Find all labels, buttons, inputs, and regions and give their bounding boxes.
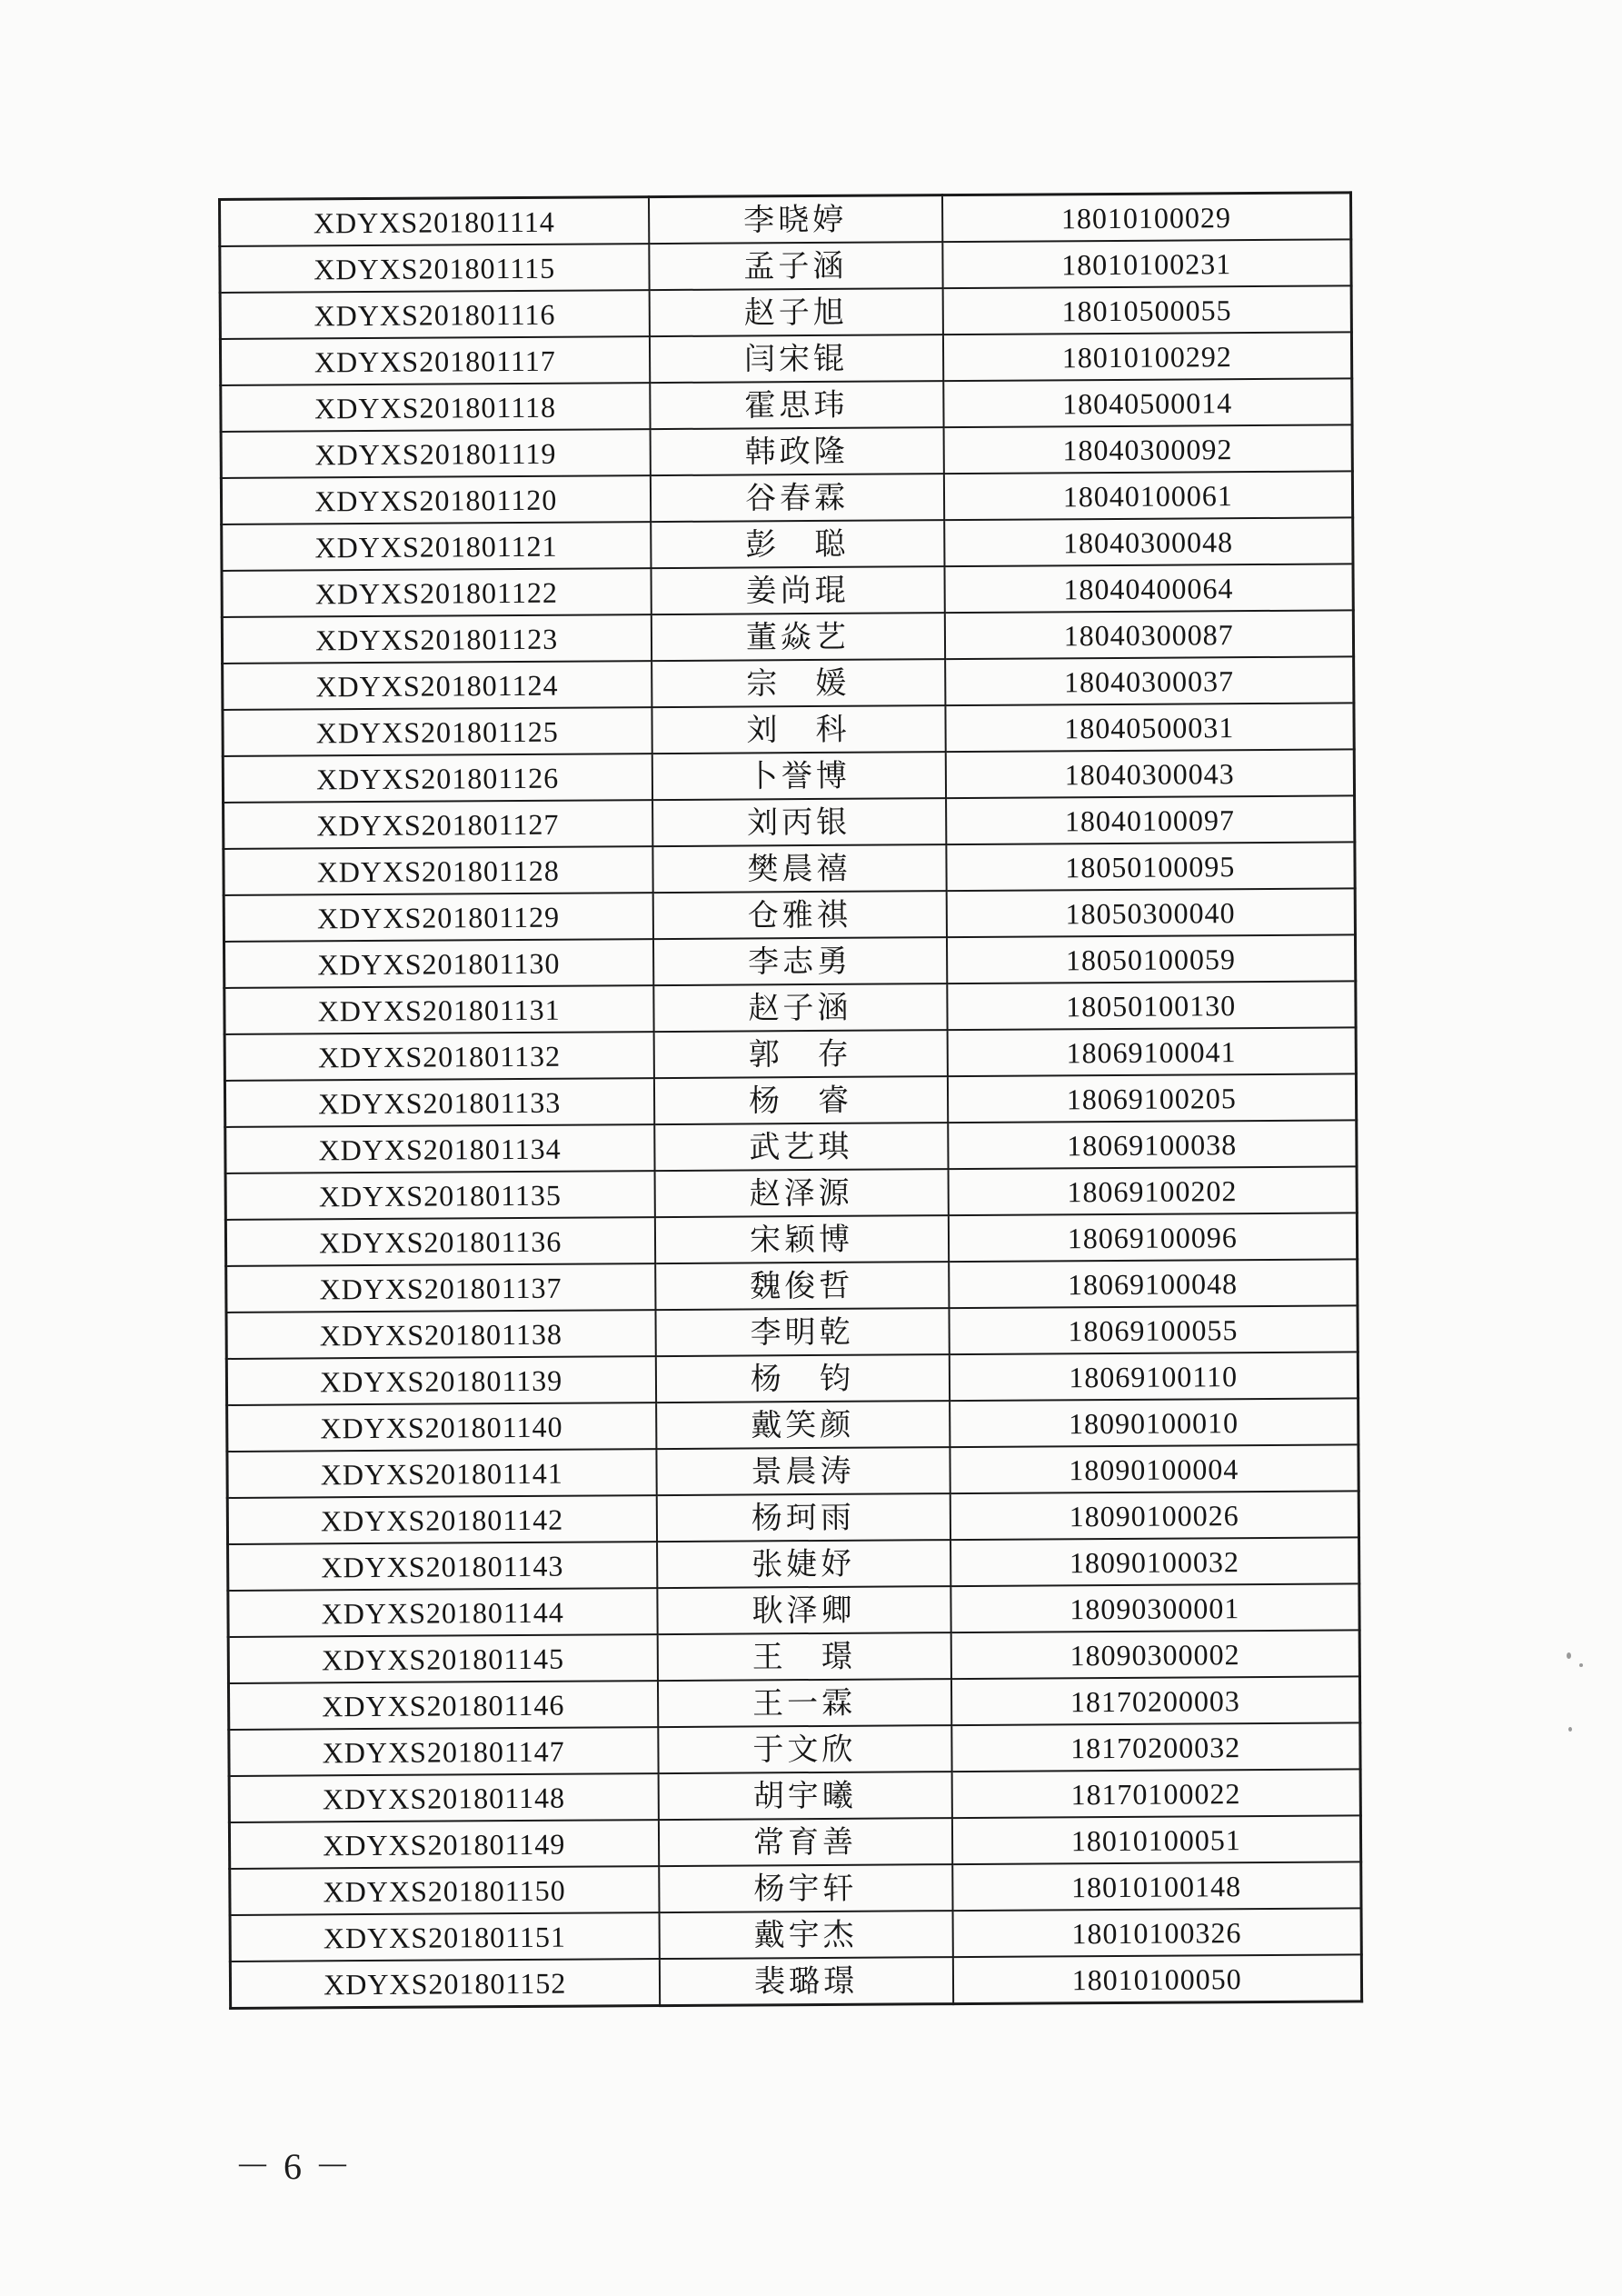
student-id-cell: XDYXS201801138 bbox=[226, 1310, 655, 1359]
student-name-cell: 赵子涵 bbox=[653, 983, 947, 1032]
table-row bbox=[230, 1862, 1361, 1915]
table-row bbox=[224, 795, 1355, 849]
table-row bbox=[227, 1398, 1358, 1452]
student-name-cell: 姜尚琨 bbox=[651, 566, 944, 614]
student-name-cell: 仓雅祺 bbox=[652, 891, 946, 939]
student-id-cell: XDYXS201801134 bbox=[225, 1124, 654, 1173]
roster-table-container bbox=[218, 191, 1360, 2010]
table-row bbox=[224, 1073, 1356, 1127]
table-row bbox=[226, 1352, 1358, 1405]
table-row bbox=[220, 332, 1351, 385]
table-row bbox=[229, 1769, 1360, 1822]
exam-number-cell: 18040300048 bbox=[944, 517, 1353, 566]
exam-number-cell: 18040300043 bbox=[945, 749, 1354, 798]
table-row bbox=[227, 1491, 1358, 1544]
table-row bbox=[223, 656, 1354, 710]
student-id-cell: XDYXS201801116 bbox=[220, 290, 649, 339]
exam-number-cell: 18010100148 bbox=[952, 1862, 1361, 1911]
student-id-cell: XDYXS201801125 bbox=[223, 707, 652, 756]
student-name-cell: 董焱艺 bbox=[651, 613, 944, 661]
exam-number-cell: 18010100292 bbox=[942, 332, 1351, 381]
student-name-cell: 常育善 bbox=[658, 1818, 951, 1866]
table-row bbox=[222, 610, 1353, 664]
student-name-cell: 武艺琪 bbox=[654, 1123, 948, 1171]
student-name-cell: 李晓婷 bbox=[649, 195, 942, 244]
exam-number-cell: 18040400064 bbox=[944, 564, 1353, 613]
table-row bbox=[225, 1120, 1357, 1173]
table-row bbox=[226, 1305, 1358, 1359]
exam-number-cell: 18040300087 bbox=[944, 610, 1353, 659]
exam-number-cell: 18010100050 bbox=[952, 1954, 1361, 2003]
student-id-cell: XDYXS201801115 bbox=[220, 244, 649, 293]
student-id-cell: XDYXS201801139 bbox=[226, 1356, 655, 1405]
roster-table-body bbox=[220, 193, 1362, 2009]
student-name-cell: 于文欣 bbox=[658, 1725, 951, 1773]
exam-number-cell: 18090100032 bbox=[950, 1537, 1359, 1586]
exam-number-cell: 18010100326 bbox=[952, 1908, 1361, 1957]
student-name-cell: 谷春霖 bbox=[650, 474, 943, 522]
student-name-cell: 李志勇 bbox=[652, 937, 946, 985]
table-row bbox=[224, 888, 1355, 942]
exam-number-cell: 18069100110 bbox=[949, 1352, 1358, 1401]
exam-number-cell: 18090300001 bbox=[950, 1583, 1359, 1632]
student-id-cell: XDYXS201801151 bbox=[230, 1912, 659, 1962]
exam-number-cell: 18170200003 bbox=[950, 1676, 1359, 1725]
exam-number-cell: 18170100022 bbox=[951, 1769, 1360, 1818]
exam-number-cell: 18069100205 bbox=[947, 1073, 1356, 1123]
table-row bbox=[225, 1213, 1357, 1266]
student-name-cell: 杨 钧 bbox=[655, 1354, 949, 1403]
exam-number-cell: 18050300040 bbox=[946, 888, 1355, 937]
exam-number-cell: 18040300037 bbox=[945, 656, 1354, 705]
student-id-cell: XDYXS201801149 bbox=[229, 1820, 658, 1869]
student-id-cell: XDYXS201801126 bbox=[223, 754, 652, 803]
table-row bbox=[228, 1537, 1359, 1591]
student-name-cell: 赵泽源 bbox=[654, 1169, 948, 1217]
exam-number-cell: 18069100202 bbox=[948, 1166, 1357, 1215]
student-name-cell: 景晨涛 bbox=[656, 1447, 950, 1495]
exam-number-cell: 18040500031 bbox=[945, 703, 1354, 752]
exam-number-cell: 18069100055 bbox=[949, 1305, 1358, 1354]
table-row bbox=[230, 1954, 1361, 2008]
table-row bbox=[221, 378, 1352, 432]
exam-number-cell: 18010100029 bbox=[941, 193, 1350, 242]
table-row bbox=[229, 1722, 1360, 1776]
table-row bbox=[223, 749, 1354, 803]
student-id-cell: XDYXS201801114 bbox=[220, 197, 649, 246]
student-id-cell: XDYXS201801150 bbox=[230, 1866, 659, 1915]
exam-number-cell: 18090100004 bbox=[950, 1444, 1358, 1493]
student-id-cell: XDYXS201801117 bbox=[220, 336, 649, 385]
student-id-cell: XDYXS201801141 bbox=[227, 1449, 656, 1498]
student-id-cell: XDYXS201801131 bbox=[224, 985, 653, 1034]
page-number: －6－ bbox=[234, 2146, 363, 2187]
student-id-cell: XDYXS201801146 bbox=[228, 1681, 657, 1730]
exam-number-cell: 18050100095 bbox=[946, 842, 1355, 891]
student-id-cell: XDYXS201801120 bbox=[221, 475, 650, 524]
exam-number-cell: 18040300092 bbox=[943, 424, 1352, 474]
student-id-cell: XDYXS201801118 bbox=[221, 383, 650, 432]
exam-number-cell: 18040100097 bbox=[946, 795, 1355, 844]
table-row bbox=[220, 285, 1351, 339]
student-name-cell: 彭 聪 bbox=[651, 520, 944, 568]
table-row bbox=[228, 1583, 1359, 1637]
scan-speck bbox=[1568, 1727, 1572, 1732]
student-id-cell: XDYXS201801137 bbox=[226, 1263, 655, 1313]
exam-number-cell: 18069100041 bbox=[947, 1027, 1356, 1076]
exam-number-cell: 18090100026 bbox=[950, 1491, 1358, 1540]
student-name-cell: 张婕妤 bbox=[657, 1540, 950, 1588]
student-id-cell: XDYXS201801148 bbox=[229, 1773, 658, 1822]
student-id-cell: XDYXS201801124 bbox=[223, 661, 652, 710]
student-id-cell: XDYXS201801135 bbox=[225, 1171, 654, 1220]
student-name-cell: 刘 科 bbox=[652, 705, 945, 754]
student-name-cell: 裴璐璟 bbox=[659, 1957, 952, 2005]
student-name-cell: 霍思玮 bbox=[650, 381, 943, 429]
student-id-cell: XDYXS201801130 bbox=[224, 939, 652, 988]
student-name-cell: 韩政隆 bbox=[650, 427, 943, 475]
exam-number-cell: 18090100010 bbox=[950, 1398, 1358, 1447]
table-row bbox=[224, 1027, 1356, 1081]
table-row bbox=[220, 193, 1351, 246]
student-name-cell: 杨宇轩 bbox=[659, 1864, 952, 1912]
student-name-cell: 刘丙银 bbox=[652, 798, 946, 846]
student-name-cell: 宋颖博 bbox=[654, 1215, 948, 1263]
table-row bbox=[229, 1815, 1360, 1869]
student-id-cell: XDYXS201801121 bbox=[222, 522, 651, 571]
student-id-cell: XDYXS201801144 bbox=[228, 1588, 657, 1637]
student-name-cell: 耿泽卿 bbox=[657, 1586, 950, 1634]
table-row bbox=[227, 1444, 1358, 1498]
student-id-cell: XDYXS201801123 bbox=[222, 614, 651, 664]
exam-number-cell: 18050100059 bbox=[946, 934, 1355, 983]
student-id-cell: XDYXS201801122 bbox=[222, 568, 651, 617]
student-id-cell: XDYXS201801132 bbox=[224, 1032, 653, 1081]
student-id-cell: XDYXS201801129 bbox=[224, 893, 652, 942]
exam-number-cell: 18050100130 bbox=[947, 981, 1356, 1030]
exam-number-cell: 18170200032 bbox=[951, 1722, 1360, 1772]
student-name-cell: 卜誉博 bbox=[652, 752, 945, 800]
student-name-cell: 杨珂雨 bbox=[656, 1493, 950, 1542]
table-row bbox=[223, 703, 1354, 756]
student-id-cell: XDYXS201801145 bbox=[228, 1634, 657, 1683]
table-row bbox=[230, 1908, 1361, 1962]
student-name-cell: 胡宇曦 bbox=[658, 1772, 951, 1820]
table-row bbox=[222, 564, 1353, 617]
student-id-cell: XDYXS201801128 bbox=[224, 846, 652, 895]
student-name-cell: 王 璟 bbox=[657, 1632, 950, 1681]
exam-number-cell: 18090300002 bbox=[950, 1630, 1359, 1679]
exam-number-cell: 18010100231 bbox=[942, 239, 1351, 288]
student-id-cell: XDYXS201801127 bbox=[224, 800, 652, 849]
scan-speck bbox=[1579, 1663, 1583, 1667]
student-name-cell: 王一霖 bbox=[657, 1679, 950, 1727]
student-name-cell: 戴笑颜 bbox=[656, 1401, 950, 1449]
exam-number-cell: 18040100061 bbox=[943, 471, 1352, 520]
table-row bbox=[222, 517, 1353, 571]
student-name-cell: 赵子旭 bbox=[649, 288, 942, 336]
student-name-cell: 杨 睿 bbox=[653, 1076, 947, 1124]
student-id-cell: XDYXS201801136 bbox=[225, 1217, 654, 1266]
student-id-cell: XDYXS201801143 bbox=[228, 1542, 657, 1591]
table-row bbox=[228, 1676, 1359, 1730]
student-name-cell: 李明乾 bbox=[655, 1308, 949, 1356]
student-id-cell: XDYXS201801152 bbox=[230, 1959, 659, 2008]
student-name-cell: 魏俊哲 bbox=[655, 1262, 949, 1310]
table-row bbox=[224, 842, 1355, 895]
table-row bbox=[228, 1630, 1359, 1683]
student-id-cell: XDYXS201801142 bbox=[227, 1495, 656, 1544]
roster-table bbox=[218, 191, 1363, 2010]
exam-number-cell: 18069100038 bbox=[948, 1120, 1357, 1169]
student-name-cell: 孟子涵 bbox=[649, 242, 942, 290]
exam-number-cell: 18010500055 bbox=[942, 285, 1351, 334]
table-row bbox=[220, 239, 1351, 293]
exam-number-cell: 18069100096 bbox=[948, 1213, 1357, 1262]
table-row bbox=[221, 424, 1352, 478]
student-name-cell: 郭 存 bbox=[653, 1030, 947, 1078]
scan-speck bbox=[1567, 1652, 1571, 1659]
exam-number-cell: 18069100048 bbox=[949, 1259, 1358, 1308]
student-id-cell: XDYXS201801147 bbox=[229, 1727, 658, 1776]
table-row bbox=[225, 1166, 1357, 1220]
exam-number-cell: 18040500014 bbox=[943, 378, 1352, 427]
student-id-cell: XDYXS201801140 bbox=[227, 1403, 656, 1452]
table-row bbox=[224, 981, 1356, 1034]
student-id-cell: XDYXS201801133 bbox=[224, 1078, 653, 1127]
student-name-cell: 闫宋锟 bbox=[649, 334, 942, 383]
table-row bbox=[224, 934, 1355, 988]
student-id-cell: XDYXS201801119 bbox=[221, 429, 650, 478]
table-row bbox=[226, 1259, 1358, 1313]
student-name-cell: 樊晨禧 bbox=[652, 844, 946, 893]
student-name-cell: 宗 媛 bbox=[652, 659, 945, 707]
student-name-cell: 戴宇杰 bbox=[659, 1911, 952, 1959]
exam-number-cell: 18010100051 bbox=[951, 1815, 1360, 1864]
table-row bbox=[221, 471, 1352, 524]
